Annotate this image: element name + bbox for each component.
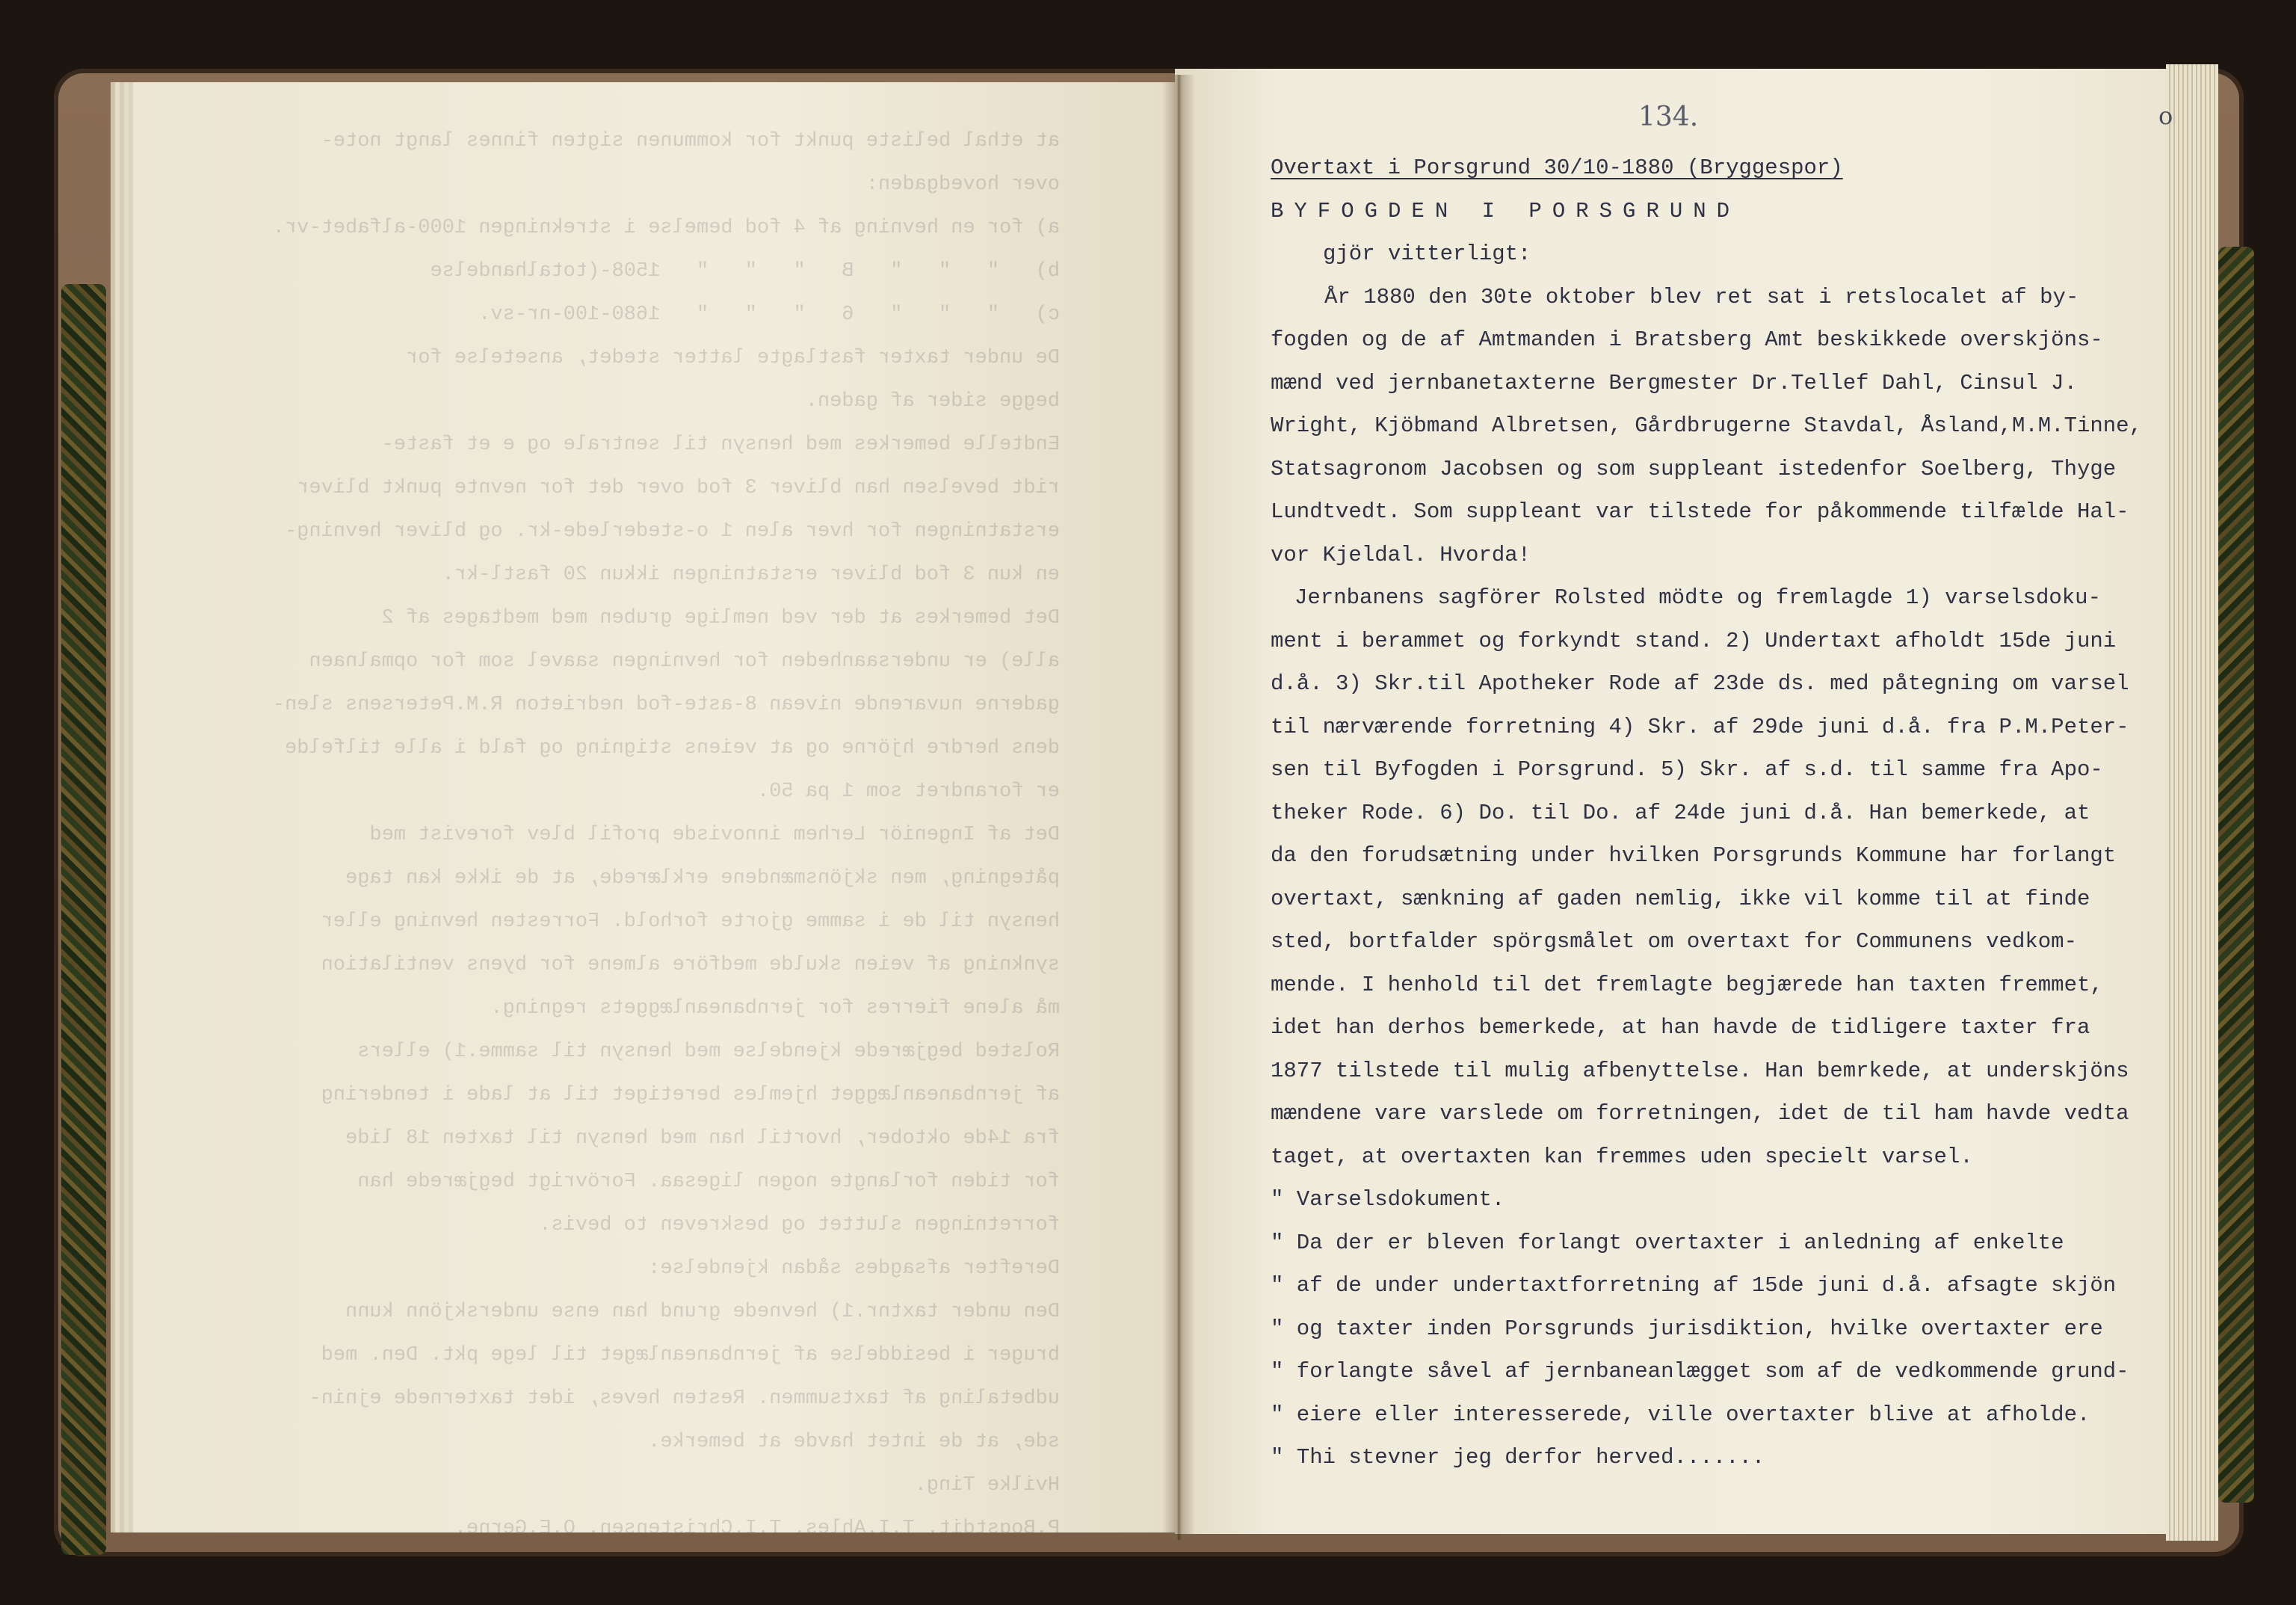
marbled-edge-left xyxy=(61,284,106,1555)
text-line: 1877 tilstede til mulig afbenyttelse. Han bemrkede, at underskjöns xyxy=(1271,1058,2129,1083)
text-line: idet han derhos bemerkede, at han havde de tidligere taxter fra xyxy=(1271,1015,2090,1040)
issuer-line: BYFOGDEN I PORSGRUND xyxy=(1271,198,1741,224)
text-line: " og taxter inden Porsgrunds jurisdiktion, hvilke overtaxter ere xyxy=(1271,1316,2103,1341)
text-line: sted, bortfalder spörgsmålet om overtaxt for Communens vedkom- xyxy=(1271,929,2077,954)
text-line: taget, at overtaxten kan fremmes uden specielt varsel. xyxy=(1271,1144,1973,1169)
text-line: mænd ved jernbanetaxterne Bergmester Dr.Tellef Dahl, Cinsul J. xyxy=(1271,370,2077,395)
text-line: Lundtvedt. Som suppleant var tilstede for påkommende tilfælde Hal- xyxy=(1271,499,2129,524)
text-line: gjör vitterligt: xyxy=(1323,241,1531,266)
text-line: sen til Byfogden i Porsgrund. 5) Skr. af s.d. til samme fra Apo- xyxy=(1271,757,2103,782)
text-line: theker Rode. 6) Do. til Do. af 24de juni d.å. Han bemerkede, at xyxy=(1271,800,2090,825)
document-text xyxy=(1271,147,2160,1479)
text-line: " Da der er bleven forlangt overtaxter i anledning af enkelte xyxy=(1271,1230,2064,1255)
text-line: d.å. 3) Skr.til Apotheker Rode af 23de ds. med påtegning om varsel xyxy=(1271,671,2129,696)
text-line: Statsagronom Jacobsen og som suppleant istedenfor Soelberg, Thyge xyxy=(1271,456,2117,481)
right-page-edges xyxy=(2166,64,2218,1541)
corner-mark: o xyxy=(2158,102,2173,130)
text-line: År 1880 den 30te oktober blev ret sat i retslocalet af by- xyxy=(1324,284,2079,309)
text-line: til nærværende forretning 4) Skr. af 29de juni d.å. fra P.M.Peter- xyxy=(1271,714,2129,739)
text-line: " forlangte såvel af jernbaneanlægget som af de vedkommende grund- xyxy=(1271,1359,2129,1384)
text-line: " Varselsdokument. xyxy=(1271,1187,1505,1212)
text-line: Wright, Kjöbmand Albretsen, Gårdbrugerne Stavdal, Åsland,M.M.Tinne, xyxy=(1271,413,2142,438)
text-line: fogden og de af Amtmanden i Bratsberg Amt beskikkede overskjöns- xyxy=(1271,327,2103,352)
text-line: Jernbanens sagförer Rolsted mödte og fremlagde 1) varselsdoku- xyxy=(1294,585,2101,610)
document-heading: Overtaxt i Porsgrund 30/10-1880 (Bryggespor) xyxy=(1271,155,1843,180)
left-page-bleed-through: at ethal beliste punkt for kommunen sigten finnes langt note- over hovedgaden: a) for en hevning af 4 fod bemelse i strekningen 1000-alfabet-vr. b) " " " B " " " 1508-(totalhandelse c) " " " 6 " " " 1680-100-nr-sv. De under taxter fastlagte latter stedet, ansetelse for begge sider af gaden. Endtelle bemerkes med hensyn til sentrale og e et faste- ridt bevelsen han bliver 3 fod over det for nevnte punkt bliver erstatningen for hver alen 1 o-stederlede-kr. og bliver hevning- en kun 3 fod bliver erstatningen ikkun 20 fastl-kr. Det bemerkes at der ved nemlige gruben med medtages af 2 alle) er undersaanheden for hevningen saavel som for opmalnaen gaderne nuvarende nivean 8-aste-fod nedrieton R.M.Petersens slen- dens herdre hjörne og at veiens stigning og fald i alle tilfelde er forandret som 1 pa 50. Det af Ingeniör Lerhem innovisde profil blev forevist med påtegning, men skjönsmændene erklærede, at de ikke kan tage hensyn til de i samme gjorte forhold. Forresten hevning eller synkning af veien skulde medföre almene for byens ventilation må alene fierres for jernbaneanlæggets regning. Rolsted begjærede kjendelse med hensyn til samme.1) ellers af jernbaneanlægget hjemles beretiget til at lade i tendering fra 14de oktober, hvortil han med hensyn til taxten 18 lide for tiden forlangte nogen ligesaa. Forövrigt begjærede han forretningen sluttet og beskreven to bevis. Derefter afsagdes sådan kjendelse: Den under taxtnr.1) hevnede grund han ense underskjönn kunn bruger i besiddelse af jernbaneanlæget til lege pkt. Den. med udbetaling af taxtsummen. Resten heves, idet taxternede ejnin- sde, at de intet havde at bemerke. Hvilke Ting. P.Bogstdit. T.I.Ahles. T.I.Christensen. O.E.Gerne. xyxy=(272,130,1060,1540)
text-line: overtaxt, sænkning af gaden nemlig, ikke vil komme til at finde xyxy=(1271,886,2090,911)
text-line: mændene vare varslede om forretningen, idet de til ham havde vedta xyxy=(1271,1101,2129,1126)
text-line: " eiere eller interesserede, ville overtaxter blive at afholde. xyxy=(1271,1402,2090,1427)
book-gutter xyxy=(1162,75,1195,1540)
text-line: ment i berammet og forkyndt stand. 2) Undertaxt afholdt 15de juni xyxy=(1271,628,2117,653)
text-line: " af de under undertaxtforretning af 15de juni d.å. afsagte skjön xyxy=(1271,1273,2117,1298)
page-number: 134. xyxy=(1638,102,1699,132)
text-line: " Thi stevner jeg derfor herved....... xyxy=(1271,1445,1765,1470)
marbled-edge-right xyxy=(2218,247,2254,1503)
text-line: mende. I henhold til det fremlagte begjærede han taxten fremmet, xyxy=(1271,972,2103,997)
text-line: vor Kjeldal. Hvorda! xyxy=(1271,542,1531,567)
text-line: da den forudsætning under hvilken Porsgrunds Kommune har forlangt xyxy=(1271,843,2117,868)
